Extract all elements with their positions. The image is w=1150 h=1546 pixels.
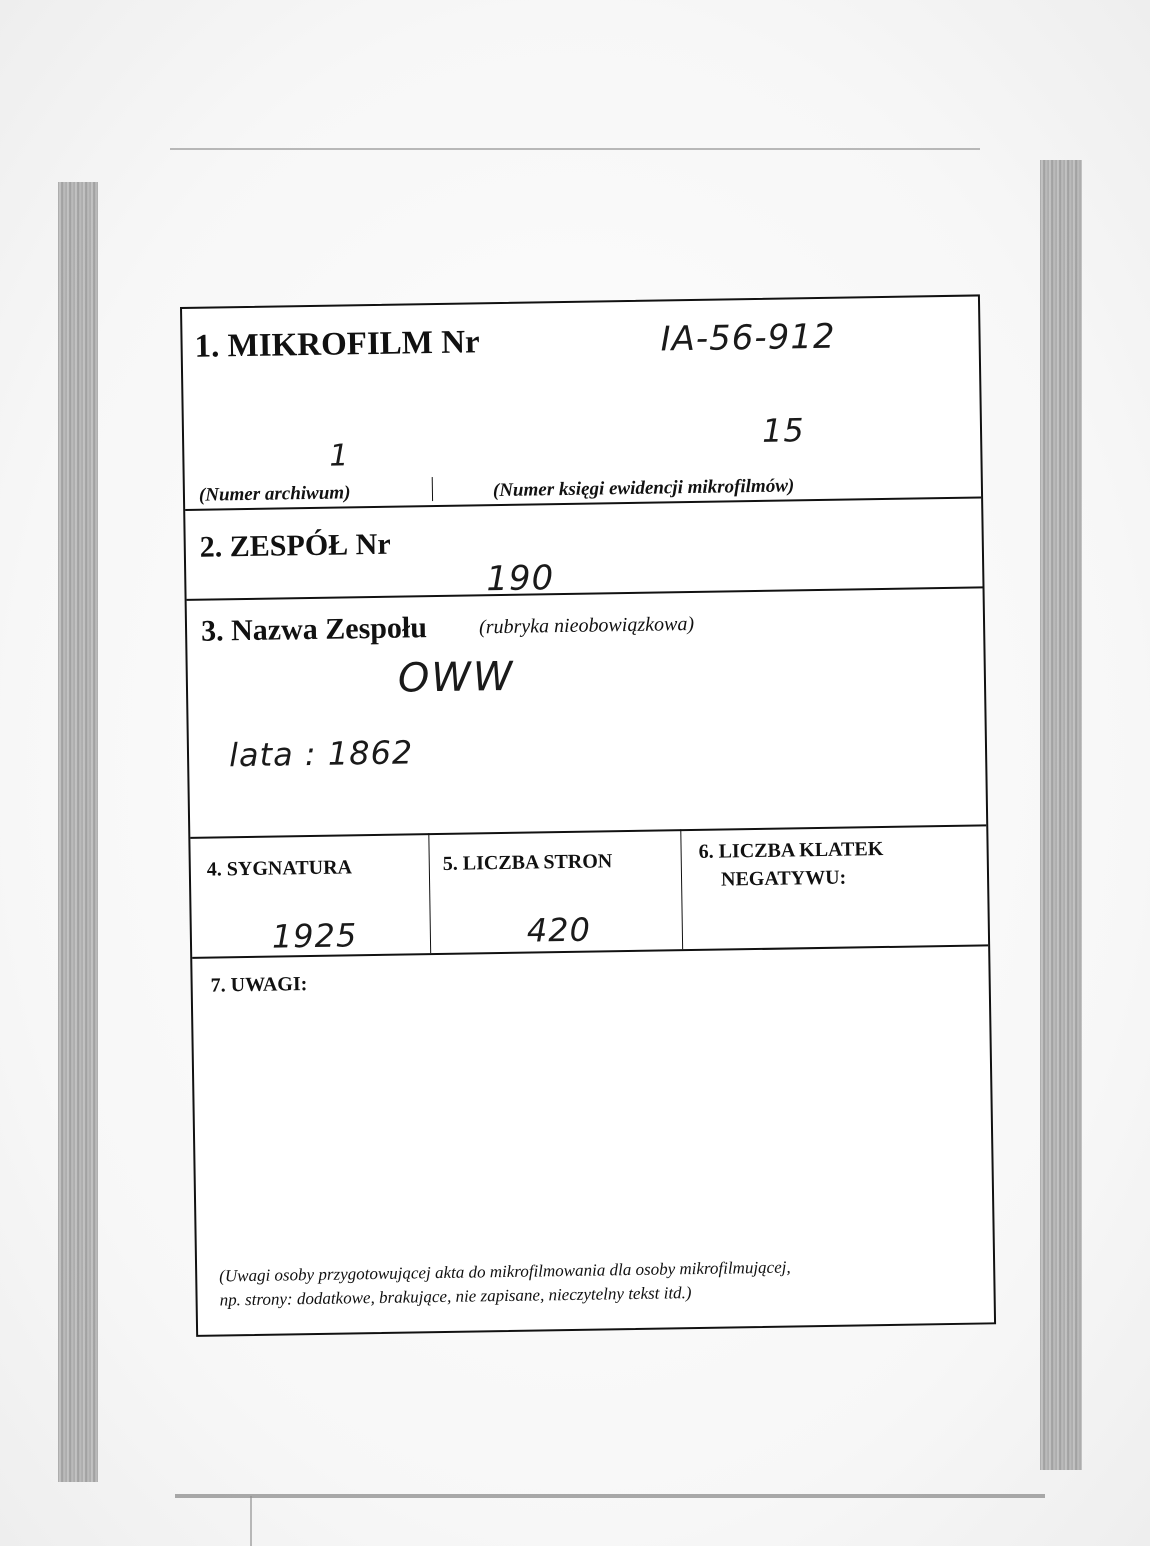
archive-number-value: 1: [329, 438, 350, 474]
scan-artifact-bottom-tick: [250, 1496, 252, 1546]
field7-footnote-line2: np. strony: dodatkowe, brakujące, nie zapisane, nieczytelny tekst itd.): [219, 1283, 692, 1310]
field5-label: 5. LICZBA STRON: [442, 850, 613, 875]
field4-label: 4. SYGNATURA: [206, 856, 353, 881]
field6-label-line2: NEGATYWU:: [720, 866, 847, 891]
field5-value: 420: [526, 910, 592, 950]
field7-footnote-line1: (Uwagi osoby przygotowującej akta do mikrofilmowania dla osoby mikrofilmującej,: [219, 1257, 791, 1286]
divider-3: [190, 824, 986, 839]
field3-label: 3. Nazwa Zespołu: [200, 611, 428, 648]
column-divider-5-6: [680, 829, 683, 949]
field3-value: OWW: [397, 653, 515, 702]
scan-edge-right: [1040, 160, 1082, 1470]
caption-divider: [432, 477, 433, 501]
ledger-number-value: 15: [761, 411, 806, 450]
scan-artifact-bottom: [175, 1494, 1045, 1498]
archive-number-caption: (Numer archiwum): [198, 482, 351, 506]
field3-years: lata : 1862: [228, 733, 414, 775]
field4-value: 1925: [271, 916, 358, 956]
column-divider-4-5: [428, 833, 431, 953]
field1-label: 1. MIKROFILM Nr: [194, 324, 480, 365]
field3-optional-note: (rubryka nieobowiązkowa): [478, 612, 695, 639]
field7-label: 7. UWAGI:: [210, 973, 308, 997]
microfilm-form-card: [180, 294, 996, 1336]
field6-label-line1: 6. LICZBA KLATEK: [698, 838, 884, 863]
scan-edge-left: [58, 182, 98, 1482]
field2-value: 190: [485, 558, 555, 600]
field2-label: 2. ZESPÓŁ Nr: [199, 527, 391, 564]
field1-handwritten-number: IA-56-912: [660, 316, 836, 360]
scan-artifact-top: [170, 148, 980, 150]
ledger-number-caption: (Numer księgi ewidencji mikrofilmów): [492, 475, 795, 502]
divider-2: [187, 586, 983, 601]
